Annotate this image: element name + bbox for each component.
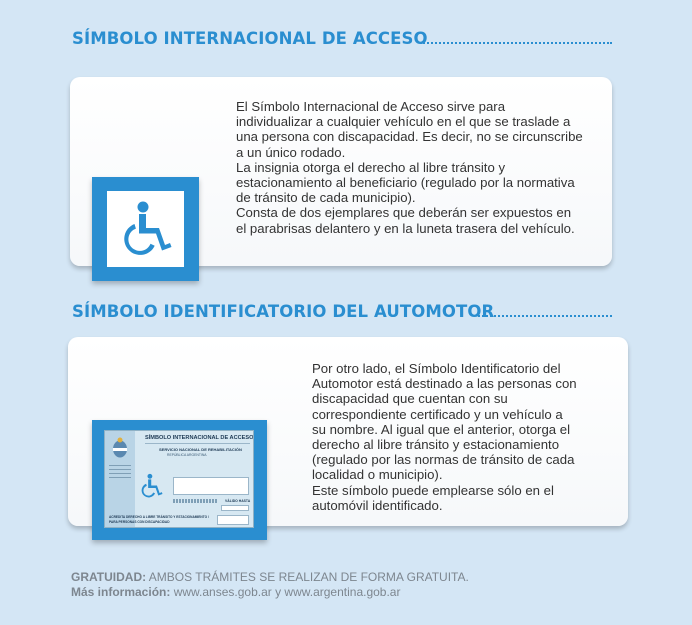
text-line: Por otro lado, el Símbolo Identificatorio del [312, 361, 561, 376]
title-dotted-divider [478, 315, 612, 317]
certificate-footer-text: ACREDITA DERECHO A LIBRE TRÁNSITO Y ESTACIONAMIENTO / PARA PERSONAS CON DISCAPACIDAD [109, 515, 209, 524]
footer-info-line [71, 585, 469, 600]
text-line: (regulado por las normas de tránsito de cada [312, 452, 575, 468]
text-line: derecho al libre tránsito y estacionamiento [312, 437, 560, 453]
text-line: su nombre. Al igual que el anterior, otorga el [312, 421, 571, 437]
certificate-title: SÍMBOLO INTERNACIONAL DE ACCESO [145, 435, 254, 441]
text-line: automóvil identificado. [312, 497, 443, 513]
text-line: correspondiente certificado y un vehículo a [312, 406, 563, 422]
certificate-country: REPÚBLICA ARGENTINA [167, 453, 207, 457]
certificate-field-lines [173, 499, 217, 503]
coat-of-arms-icon [110, 437, 130, 459]
certificate-valid-label: VÁLIDO HASTA [225, 499, 251, 503]
footer-gratuidad-text: AMBOS TRÁMITES SE REALIZAN DE FORMA GRATUITA. [146, 570, 469, 584]
section-title-vehicle-identification: SÍMBOLO IDENTIFICATORIO DEL AUTOMOTOR [72, 302, 495, 321]
wheelchair-icon [107, 191, 184, 267]
certificate-left-lines [109, 465, 131, 481]
text-line: a un único rodado. [236, 144, 346, 160]
footer-note [71, 570, 469, 600]
certificate-wheelchair-icon [134, 469, 168, 503]
section-title-international-access: SÍMBOLO INTERNACIONAL DE ACCESO [72, 29, 428, 48]
text-line: de tránsito de cada municipio). [236, 190, 416, 206]
text-line: individualizar a cualquier vehículo en el que se traslade a [236, 114, 571, 130]
certificate-valid-field [221, 505, 249, 511]
footer-info-links[interactable]: www.anses.gob.ar y www.argentina.gob.ar [170, 585, 401, 599]
text-line: localidad o municipio). [312, 467, 443, 483]
vehicle-identification-description [312, 361, 577, 513]
text-line: Consta de dos ejemplares que deberán ser expuestos en [236, 205, 572, 221]
certificate-signature-box [217, 515, 249, 525]
footer-info-label: Más información: [71, 585, 171, 599]
text-line: el parabrisas delantero y en la luneta trasera del vehículo. [236, 220, 575, 236]
certificate-name-field [173, 477, 249, 495]
footer-gratuidad-line [71, 570, 469, 585]
international-access-description [236, 99, 583, 236]
text-line: La insignia otorga el derecho al libre tránsito y [236, 159, 506, 175]
text-line: discapacidad que cuentan con su [312, 391, 508, 407]
text-line: una persona con discapacidad. Es decir, no se circunscribe [236, 129, 583, 145]
certificate-badge [92, 420, 267, 540]
footer-gratuidad-label: GRATUIDAD: [71, 570, 147, 584]
certificate-header-rule [145, 443, 250, 444]
badge-white-panel [107, 191, 184, 267]
text-line: estacionamiento al beneficiario (regulado por la normativa [236, 175, 575, 191]
text-line: Este símbolo puede emplearse sólo en el [312, 482, 554, 498]
text-line: El Símbolo Internacional de Acceso sirve para [236, 99, 506, 114]
title-dotted-divider [420, 42, 612, 44]
certificate-card-image [104, 430, 254, 528]
international-access-badge [92, 177, 199, 281]
certificate-subtitle: SERVICIO NACIONAL DE REHABILITACIÓN [159, 447, 242, 452]
text-line: Automotor está destinado a las personas con [312, 376, 577, 392]
